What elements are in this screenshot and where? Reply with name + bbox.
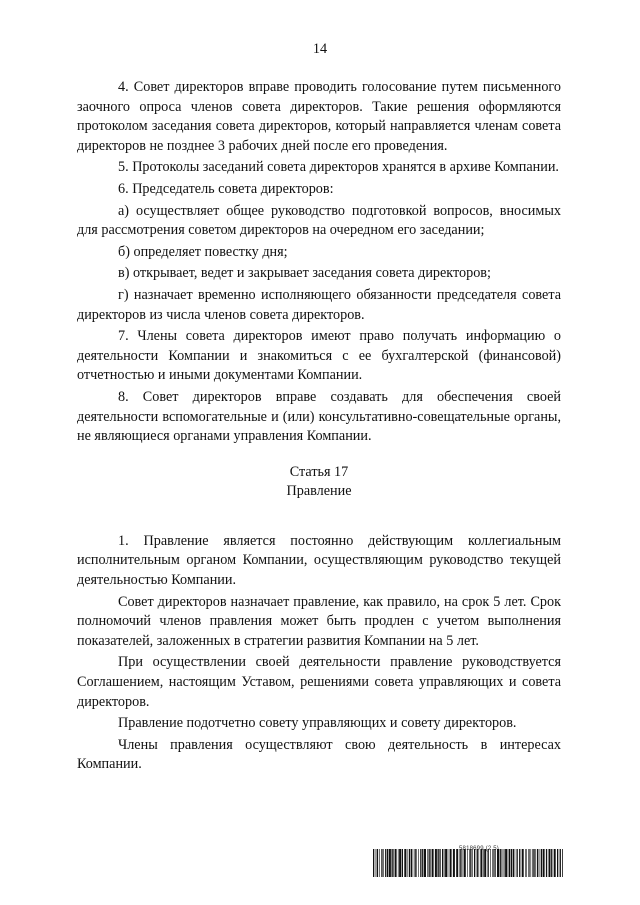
- paragraph-6: 6. Председатель совета директоров:: [118, 180, 334, 197]
- article-number: Статья 17: [289, 463, 349, 480]
- paragraph-6g: г) назначает временно исполняющего обязанности председателя совета директоров из числа членов совета директоров.: [77, 286, 561, 323]
- paragraph-6v: в) открывает, ведет и закрывает заседания совета директоров;: [118, 265, 491, 282]
- paragraph-5: 5. Протоколы заседаний совета директоров хранятся в архиве Компании.: [118, 159, 559, 176]
- document-body: [77, 78, 561, 775]
- article17-paragraph-term: Совет директоров назначает правление, как правило, на срок 5 лет. Срок полномочий членов правления может быть продлен с учетом выполнения показателей, заложенных в стратегии развития Компании на 5 лет.: [77, 593, 561, 649]
- article17-paragraph-interests: Члены правления осуществляют свою деятельность в интересах Компании.: [77, 736, 561, 773]
- article17-paragraph-accountability: Правление подотчетно совету управляющих и совету директоров.: [118, 715, 517, 732]
- barcode: [373, 849, 563, 877]
- document-code: (2.5): [485, 846, 499, 852]
- article-title: Правление: [286, 483, 352, 500]
- paragraph-6b: б) определяет повестку дня;: [118, 243, 288, 260]
- page-number: 14: [312, 41, 328, 57]
- paragraph-7: 7. Члены совета директоров имеют право получать информацию о деятельности Компании и знакомиться с ее бухгалтерской (финансовой) отчетностью и иными документами Компании.: [77, 328, 561, 384]
- paragraph-4: 4. Совет директоров вправе проводить голосование путем письменного заочного опроса членов совета директоров. Такие решения оформляются протоколом заседания совета директоров, который направляется членам совета директоров не позднее 3 рабочих дней после его проведения.: [77, 79, 561, 154]
- article17-paragraph-1: 1. Правление является постоянно действующим коллегиальным исполнительным органом Компании, осуществляющим руководство текущей деятельностью Компании.: [77, 532, 561, 589]
- paragraph-8: 8. Совет директоров вправе создавать для обеспечения своей деятельности вспомогательные и (или) консультативно-совещательные органы, не являющиеся органами управления Компании.: [77, 388, 561, 445]
- article17-paragraph-guidance: При осуществлении своей деятельности правление руководствуется Соглашением, настоящим Уставом, решениями совета управляющих и совета директоров.: [77, 654, 561, 710]
- paragraph-6a: а) осуществляет общее руководство подготовкой вопросов, вносимых для рассмотрения советом директоров на очередном его заседании;: [77, 202, 561, 239]
